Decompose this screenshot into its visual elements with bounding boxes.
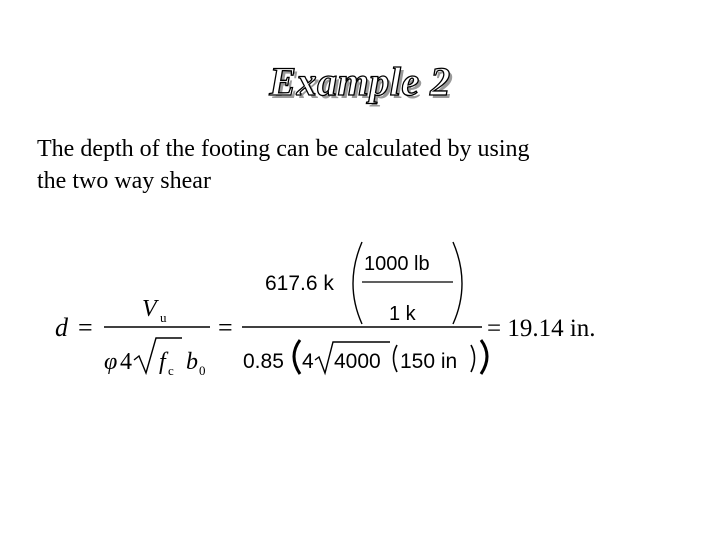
- equals-sign-2: =: [218, 313, 233, 342]
- unit-denominator: 1 k: [389, 303, 416, 325]
- fraction1-den-f: f: [159, 349, 166, 375]
- denominator-b0: 150 in: [400, 350, 458, 373]
- equals-sign-1: =: [78, 313, 93, 342]
- fraction1-numerator-var: V: [142, 296, 157, 322]
- fraction1-den-f-sub: c: [168, 363, 174, 378]
- paren-right-unit: [453, 242, 462, 324]
- fraction1-numerator-sub: u: [160, 310, 167, 325]
- fraction1-den-phi: φ: [104, 349, 118, 375]
- equation-result: = 19.14 in.: [487, 315, 596, 342]
- fraction1-den-b: b: [186, 349, 198, 375]
- paren-right-big: [481, 340, 487, 374]
- fraction1-den-b-sub: 0: [199, 363, 206, 378]
- paren-left-big: [294, 340, 300, 374]
- paren-right-small: [471, 345, 475, 372]
- paren-left-small: [394, 345, 398, 372]
- numerator-value: 617.6 k: [265, 272, 334, 295]
- sqrt-symbol-1: [134, 338, 182, 373]
- lhs-variable: d: [55, 313, 68, 342]
- denominator-coef-2: 4: [302, 350, 314, 373]
- denominator-coef-1: 0.85: [243, 350, 284, 373]
- unit-numerator: 1000 lb: [364, 253, 430, 275]
- fraction1-den-coef: 4: [120, 349, 132, 375]
- paren-left-unit: [353, 242, 362, 324]
- body-line-1: The depth of the footing can be calculated by using: [37, 136, 530, 162]
- body-line-2: the two way shear: [37, 168, 211, 194]
- denominator-sqrt-arg: 4000: [334, 350, 381, 373]
- slide-title: Example 2: [269, 59, 451, 104]
